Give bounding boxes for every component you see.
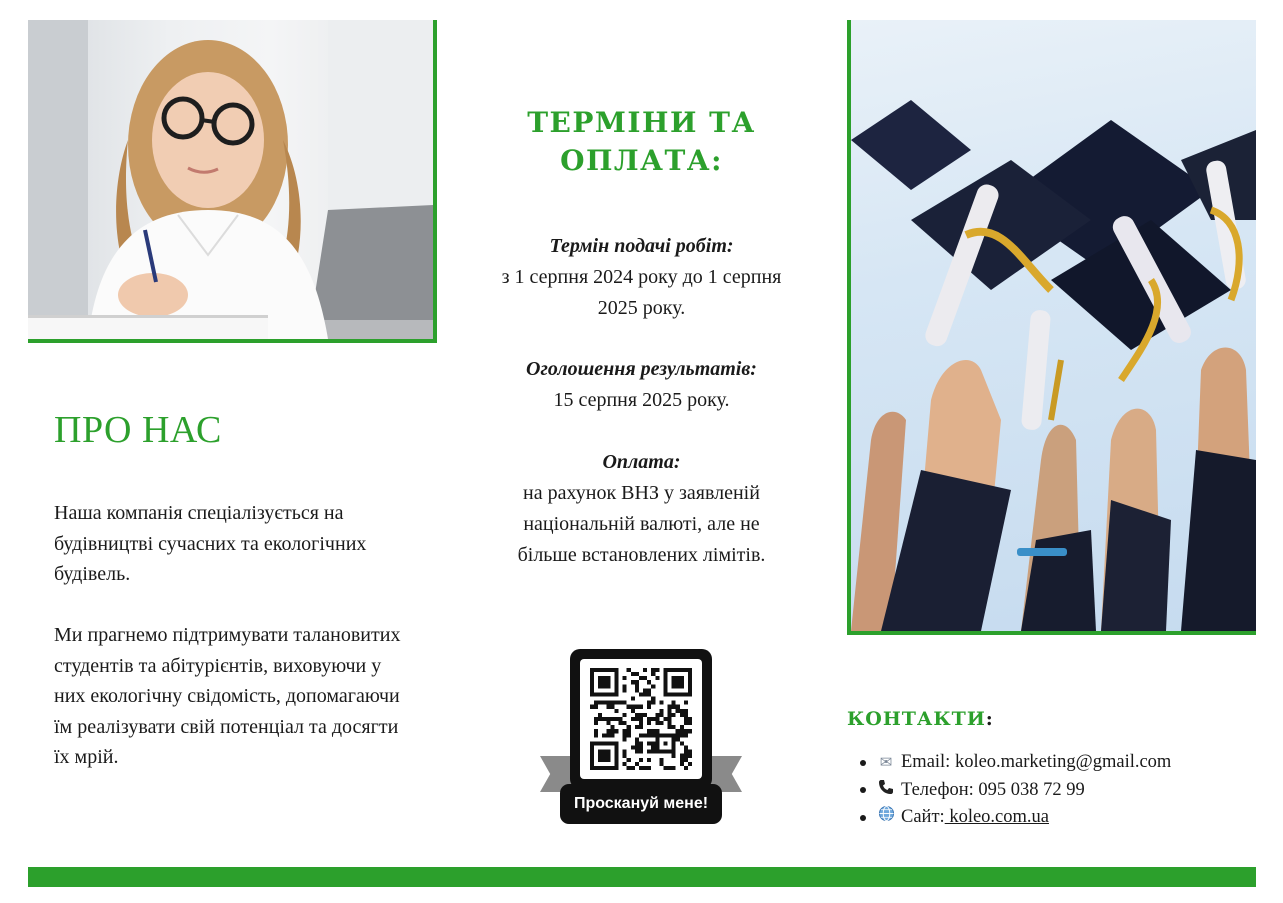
payment-block xyxy=(470,447,813,571)
student-girl-photo xyxy=(28,20,437,343)
site-link[interactable]: koleo.com.ua xyxy=(944,807,1049,827)
about-paragraph-1: Наша компанія спеціалізується на будівництві сучасних та екологічних будівель. xyxy=(54,502,367,585)
contact-email[interactable] xyxy=(860,749,1171,777)
contact-site-prefix: Сайт: xyxy=(901,807,945,827)
qr-badge[interactable] xyxy=(538,648,744,826)
contact-site[interactable] xyxy=(860,804,1171,832)
about-paragraph-2: Ми прагнемо підтримувати талановитих студентів та абітурієнтів, виховуючи у них екологічну свідомість, допомагаючи їм реалізувати свій потенціал та досягти їх мрій. xyxy=(54,624,401,768)
bullet xyxy=(860,815,866,821)
qr-card xyxy=(570,649,712,789)
envelope-icon: ✉ xyxy=(879,753,893,771)
terms-title-line-1: ТЕРМІНИ ТА xyxy=(527,106,756,139)
submission-block xyxy=(470,231,813,324)
contacts-title-colon: : xyxy=(985,708,994,730)
bullet xyxy=(860,787,866,793)
submission-line-1: з 1 серпня 2024 року до 1 серпня xyxy=(501,266,782,288)
submission-line-2: 2025 року. xyxy=(597,297,686,319)
terms-title xyxy=(470,104,813,180)
contacts-list xyxy=(860,749,1171,832)
results-value: 15 серпня 2025 року. xyxy=(553,389,730,411)
scan-me-label: Проскануй мене! xyxy=(560,784,722,824)
contact-phone[interactable] xyxy=(860,777,1171,805)
contact-email-text: Email: koleo.marketing@gmail.com xyxy=(901,752,1172,772)
qr-code-icon xyxy=(589,668,693,770)
globe-icon xyxy=(876,804,896,832)
contacts-title-text: КОНТАКТИ xyxy=(847,708,986,730)
about-title: ПРО НАС xyxy=(54,409,222,451)
payment-line-3: більше встановлених лімітів. xyxy=(517,544,766,566)
bottom-accent-bar xyxy=(28,867,1256,887)
payment-line-2: національній валюті, але не xyxy=(523,513,760,535)
contacts-title xyxy=(847,708,994,730)
graduation-photo xyxy=(847,20,1256,635)
contact-phone-text: Телефон: 095 038 72 99 xyxy=(901,779,1085,800)
phone-icon xyxy=(876,777,896,805)
submission-label: Термін подачі робіт: xyxy=(549,235,734,257)
results-label: Оголошення результатів: xyxy=(526,358,757,380)
payment-line-1: на рахунок ВНЗ у заявленій xyxy=(523,482,760,504)
terms-title-line-2: ОПЛАТА: xyxy=(560,144,723,177)
bullet xyxy=(860,760,866,766)
results-block xyxy=(470,354,813,416)
payment-label: Оплата: xyxy=(602,451,681,473)
